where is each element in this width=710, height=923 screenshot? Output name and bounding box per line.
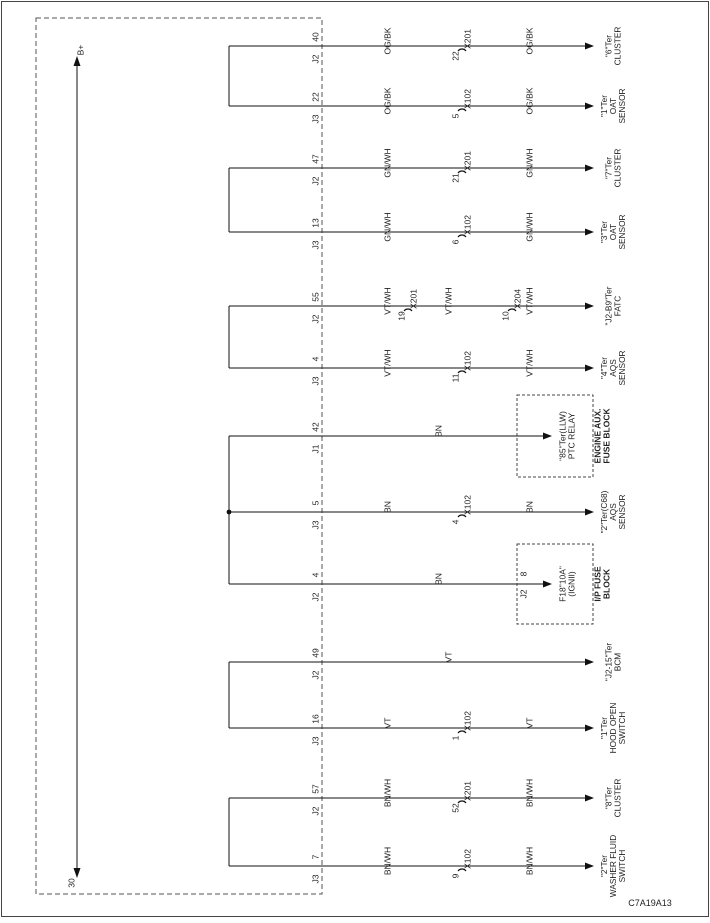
pin-number-label: 7 — [310, 854, 321, 860]
inline-connector-number: 9 — [450, 873, 461, 879]
inline-connector-name: X102 — [462, 849, 473, 869]
pin-connector-label: J2 — [310, 314, 321, 324]
destination-label: SWITCH — [617, 849, 628, 883]
wire-color-label: BN/WH — [382, 778, 393, 808]
pin-number-label: 47 — [310, 154, 321, 164]
destination-label: CLUSTER — [612, 148, 623, 188]
inline-connector-name: X201 — [408, 289, 419, 309]
component-block-title: FUSE BLOCK — [601, 408, 612, 464]
wire-arrow-icon — [585, 725, 594, 732]
pin-connector-label: J2 — [310, 176, 321, 186]
inline-connector-name: X102 — [462, 495, 473, 515]
wire-arrow-icon — [585, 165, 594, 172]
wire-color-label: BN/WH — [524, 846, 535, 876]
inline-connector-name: X204 — [512, 289, 523, 309]
inline-connector-name: X102 — [462, 89, 473, 109]
diagram-code: C7A19A13 — [628, 898, 672, 908]
wire-color-label: VT/WH — [524, 349, 535, 377]
destination-label: SENSOR — [617, 494, 628, 530]
destination-label: "1"Ter — [599, 716, 610, 740]
destination-label: WASHER FLUID — [608, 834, 619, 898]
inline-connector-number: 11 — [450, 373, 461, 383]
component-label: F18"10A" — [557, 566, 568, 602]
bus-arrow-top-icon — [74, 56, 81, 66]
pin-connector-label: J3 — [310, 376, 321, 386]
destination-label: HOOD OPEN — [608, 702, 619, 754]
pin-number-label: 5 — [310, 500, 321, 506]
box-pin-connector: J2 — [518, 589, 529, 599]
destination-label: CLUSTER — [612, 26, 623, 66]
inline-connector-number: 10 — [500, 311, 511, 321]
destination-label: OAT — [608, 223, 619, 241]
wire-color-label: BN — [382, 501, 393, 513]
destination-label: "4"Ter — [599, 356, 610, 380]
wire-color-label: VT/WH — [382, 287, 393, 315]
pin-number-label: 49 — [310, 648, 321, 658]
pin-number-label: 57 — [310, 784, 321, 794]
wire-color-label: VT — [524, 717, 535, 729]
pin-number-label: 13 — [310, 218, 321, 228]
inline-connector-name: X201 — [462, 781, 473, 801]
inline-connector-name: X201 — [462, 151, 473, 171]
wire-color-label: VT/WH — [443, 287, 454, 315]
pin-number-label: 22 — [310, 92, 321, 102]
destination-label: "J2-B9"Ter — [603, 286, 614, 326]
destination-label: BCM — [612, 652, 623, 672]
module-boundary — [36, 18, 322, 894]
pin-connector-label: J2 — [310, 54, 321, 64]
wire-color-label: GN/WH — [524, 148, 535, 178]
wire-color-label: OG/BK — [524, 87, 535, 115]
destination-label: "7"Ter — [603, 156, 614, 180]
pin-connector-label: J2 — [310, 670, 321, 680]
wire-color-label: BN — [433, 425, 444, 437]
wire-color-label: BN/WH — [524, 778, 535, 808]
inline-connector-number: 6 — [450, 239, 461, 245]
destination-label: OAT — [608, 97, 619, 115]
destination-label: "6"Ter — [603, 34, 614, 58]
destination-label: SWITCH — [617, 711, 628, 745]
wire-color-label: OG/BK — [524, 27, 535, 55]
wire-color-label: VT — [382, 717, 393, 729]
wire-arrow-icon — [543, 433, 552, 440]
wire-arrow-icon — [585, 103, 594, 110]
pin-connector-label: J2 — [310, 592, 321, 602]
pin-number-label: 4 — [310, 356, 321, 362]
wire-color-label: BN/WH — [382, 846, 393, 876]
wire-color-label: GN/WH — [382, 212, 393, 242]
component-block-title: ENGINE AUX. — [592, 408, 603, 464]
destination-label: SENSOR — [617, 88, 628, 124]
inline-connector-name: X102 — [462, 215, 473, 235]
pin-number-label: 40 — [310, 32, 321, 42]
inline-connector-number: 1 — [450, 735, 461, 741]
pin-number-label: 4 — [310, 572, 321, 578]
destination-label: "8"Ter — [603, 786, 614, 810]
component-block-title: I/P FUSE — [592, 566, 603, 602]
destination-label: FATC — [612, 295, 623, 317]
wire-arrow-icon — [585, 365, 594, 372]
pin-connector-label: J3 — [310, 736, 321, 746]
component-block-title: BLOCK — [601, 568, 612, 600]
pin-number-label: 55 — [310, 292, 321, 302]
inline-connector-name: X102 — [462, 711, 473, 731]
pin-connector-label: J3 — [310, 520, 321, 530]
destination-label: AQS — [608, 359, 619, 377]
wire-color-label: BN — [433, 573, 444, 585]
wire-arrow-icon — [585, 659, 594, 666]
wire-arrow-icon — [585, 303, 594, 310]
pin-number-label: 42 — [310, 422, 321, 432]
inline-connector-number: 4 — [450, 519, 461, 525]
inline-connector-number: 22 — [450, 51, 461, 61]
bus-top-label: B+ — [75, 44, 86, 56]
circuits — [227, 27, 628, 898]
wire-color-label: GN/WH — [524, 212, 535, 242]
pin-connector-label: J1 — [310, 444, 321, 454]
destination-label: SENSOR — [617, 350, 628, 386]
pin-connector-label: J2 — [310, 806, 321, 816]
pin-connector-label: J3 — [310, 874, 321, 884]
wire-color-label: BN — [524, 501, 535, 513]
component-label: (IGNII) — [566, 571, 577, 597]
wire-color-label: VT — [443, 651, 454, 663]
destination-label: "3"Ter — [599, 220, 610, 244]
inline-connector-number: 19 — [396, 311, 407, 321]
pin-connector-label: J3 — [310, 114, 321, 124]
inline-connector-name: X201 — [462, 29, 473, 49]
destination-label: AQS — [608, 503, 619, 521]
wire-arrow-icon — [585, 229, 594, 236]
pin-connector-label: J3 — [310, 240, 321, 250]
component-label: "85"Ter(LLW) — [557, 411, 568, 461]
wire-color-label: VT/WH — [524, 287, 535, 315]
bus-arrow-bottom-icon — [74, 868, 81, 878]
destination-label: "2"Ter(C68) — [599, 490, 610, 534]
wire-arrow-icon — [585, 43, 594, 50]
wire-arrow-icon — [585, 509, 594, 516]
destination-label: "J2-15"Ter — [603, 642, 614, 682]
destination-label: CLUSTER — [612, 778, 623, 818]
inline-connector-number: 52 — [450, 803, 461, 813]
wire-color-label: OG/BK — [382, 27, 393, 55]
destination-label: "1"Ter — [599, 94, 610, 118]
wire-arrow-icon — [585, 863, 594, 870]
bus-bottom-label: 30 — [66, 878, 77, 888]
box-pin-number: 8 — [518, 571, 529, 577]
wire-arrow-icon — [543, 581, 552, 588]
inline-connector-number: 5 — [450, 113, 461, 119]
wire-color-label: VT/WH — [382, 349, 393, 377]
wire-arrow-icon — [585, 795, 594, 802]
destination-label: "2"Ter — [599, 854, 610, 878]
wire-color-label: OG/BK — [382, 87, 393, 115]
inline-connector-name: X102 — [462, 351, 473, 371]
component-label: PTC RELAY — [566, 412, 577, 460]
pin-number-label: 16 — [310, 714, 321, 724]
inline-connector-number: 21 — [450, 173, 461, 183]
wire-color-label: GN/WH — [382, 148, 393, 178]
destination-label: SENSOR — [617, 214, 628, 250]
